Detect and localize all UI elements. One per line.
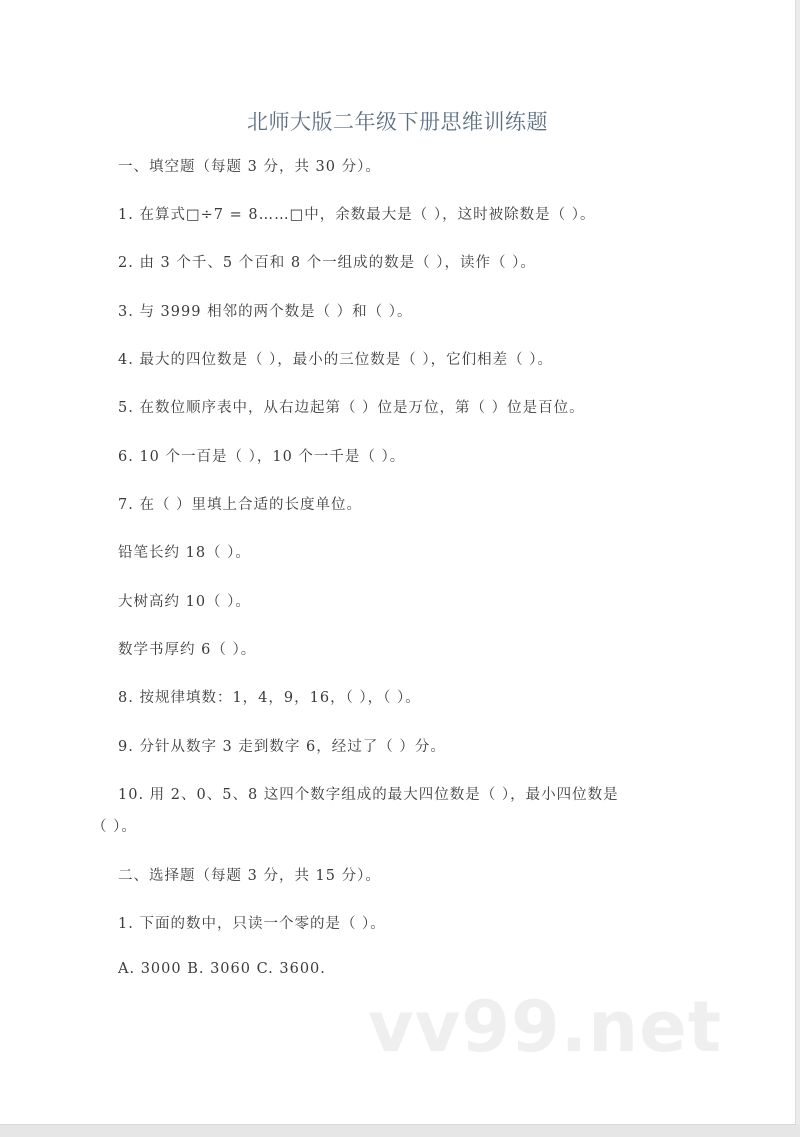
- question-5: 5. 在数位顺序表中，从右边起第（ ）位是万位，第（ ）位是百位。: [118, 400, 585, 416]
- question-2: 2. 由 3 个千、5 个百和 8 个一组成的数是（ ），读作（ ）。: [118, 255, 536, 271]
- page-bottom-edge: [0, 1125, 800, 1137]
- question-4: 4. 最大的四位数是（ ），最小的三位数是（ ），它们相差（ ）。: [118, 352, 554, 368]
- question-7-sub-book: 数学书厚约 6（ ）。: [118, 642, 257, 658]
- choice-question-1-options: A. 3000 B. 3060 C. 3600.: [118, 961, 326, 977]
- question-7: 7. 在（ ）里填上合适的长度单位。: [118, 497, 363, 513]
- section-heading-fill-in: 一、填空题（每题 3 分，共 30 分）。: [118, 159, 381, 175]
- question-7-sub-pencil: 铅笔长约 18（ ）。: [118, 545, 251, 561]
- question-10: 10. 用 2、0、5、8 这四个数字组成的最大四位数是（ ），最小四位数是: [118, 787, 619, 803]
- question-10-continued: （ ）。: [92, 819, 137, 835]
- question-3: 3. 与 3999 相邻的两个数是（ ）和（ ）。: [118, 304, 413, 320]
- choice-question-1: 1. 下面的数中，只读一个零的是（ ）。: [118, 916, 386, 932]
- document-title: 北师大版二年级下册思维训练题: [247, 110, 548, 134]
- question-8: 8. 按规律填数：1，4，9，16，（ ），（ ）。: [118, 690, 421, 706]
- question-7-sub-tree: 大树高约 10（ ）。: [118, 594, 251, 610]
- section-heading-multiple-choice: 二、选择题（每题 3 分，共 15 分）。: [118, 868, 381, 884]
- question-9: 9. 分针从数字 3 走到数字 6，经过了（ ）分。: [118, 739, 446, 755]
- question-6: 6. 10 个一百是（ ），10 个一千是（ ）。: [118, 449, 406, 465]
- question-1: 1. 在算式□÷7 = 8……□中，余数最大是（ ），这时被除数是（ ）。: [118, 207, 596, 223]
- watermark: vv99.net: [368, 986, 723, 1068]
